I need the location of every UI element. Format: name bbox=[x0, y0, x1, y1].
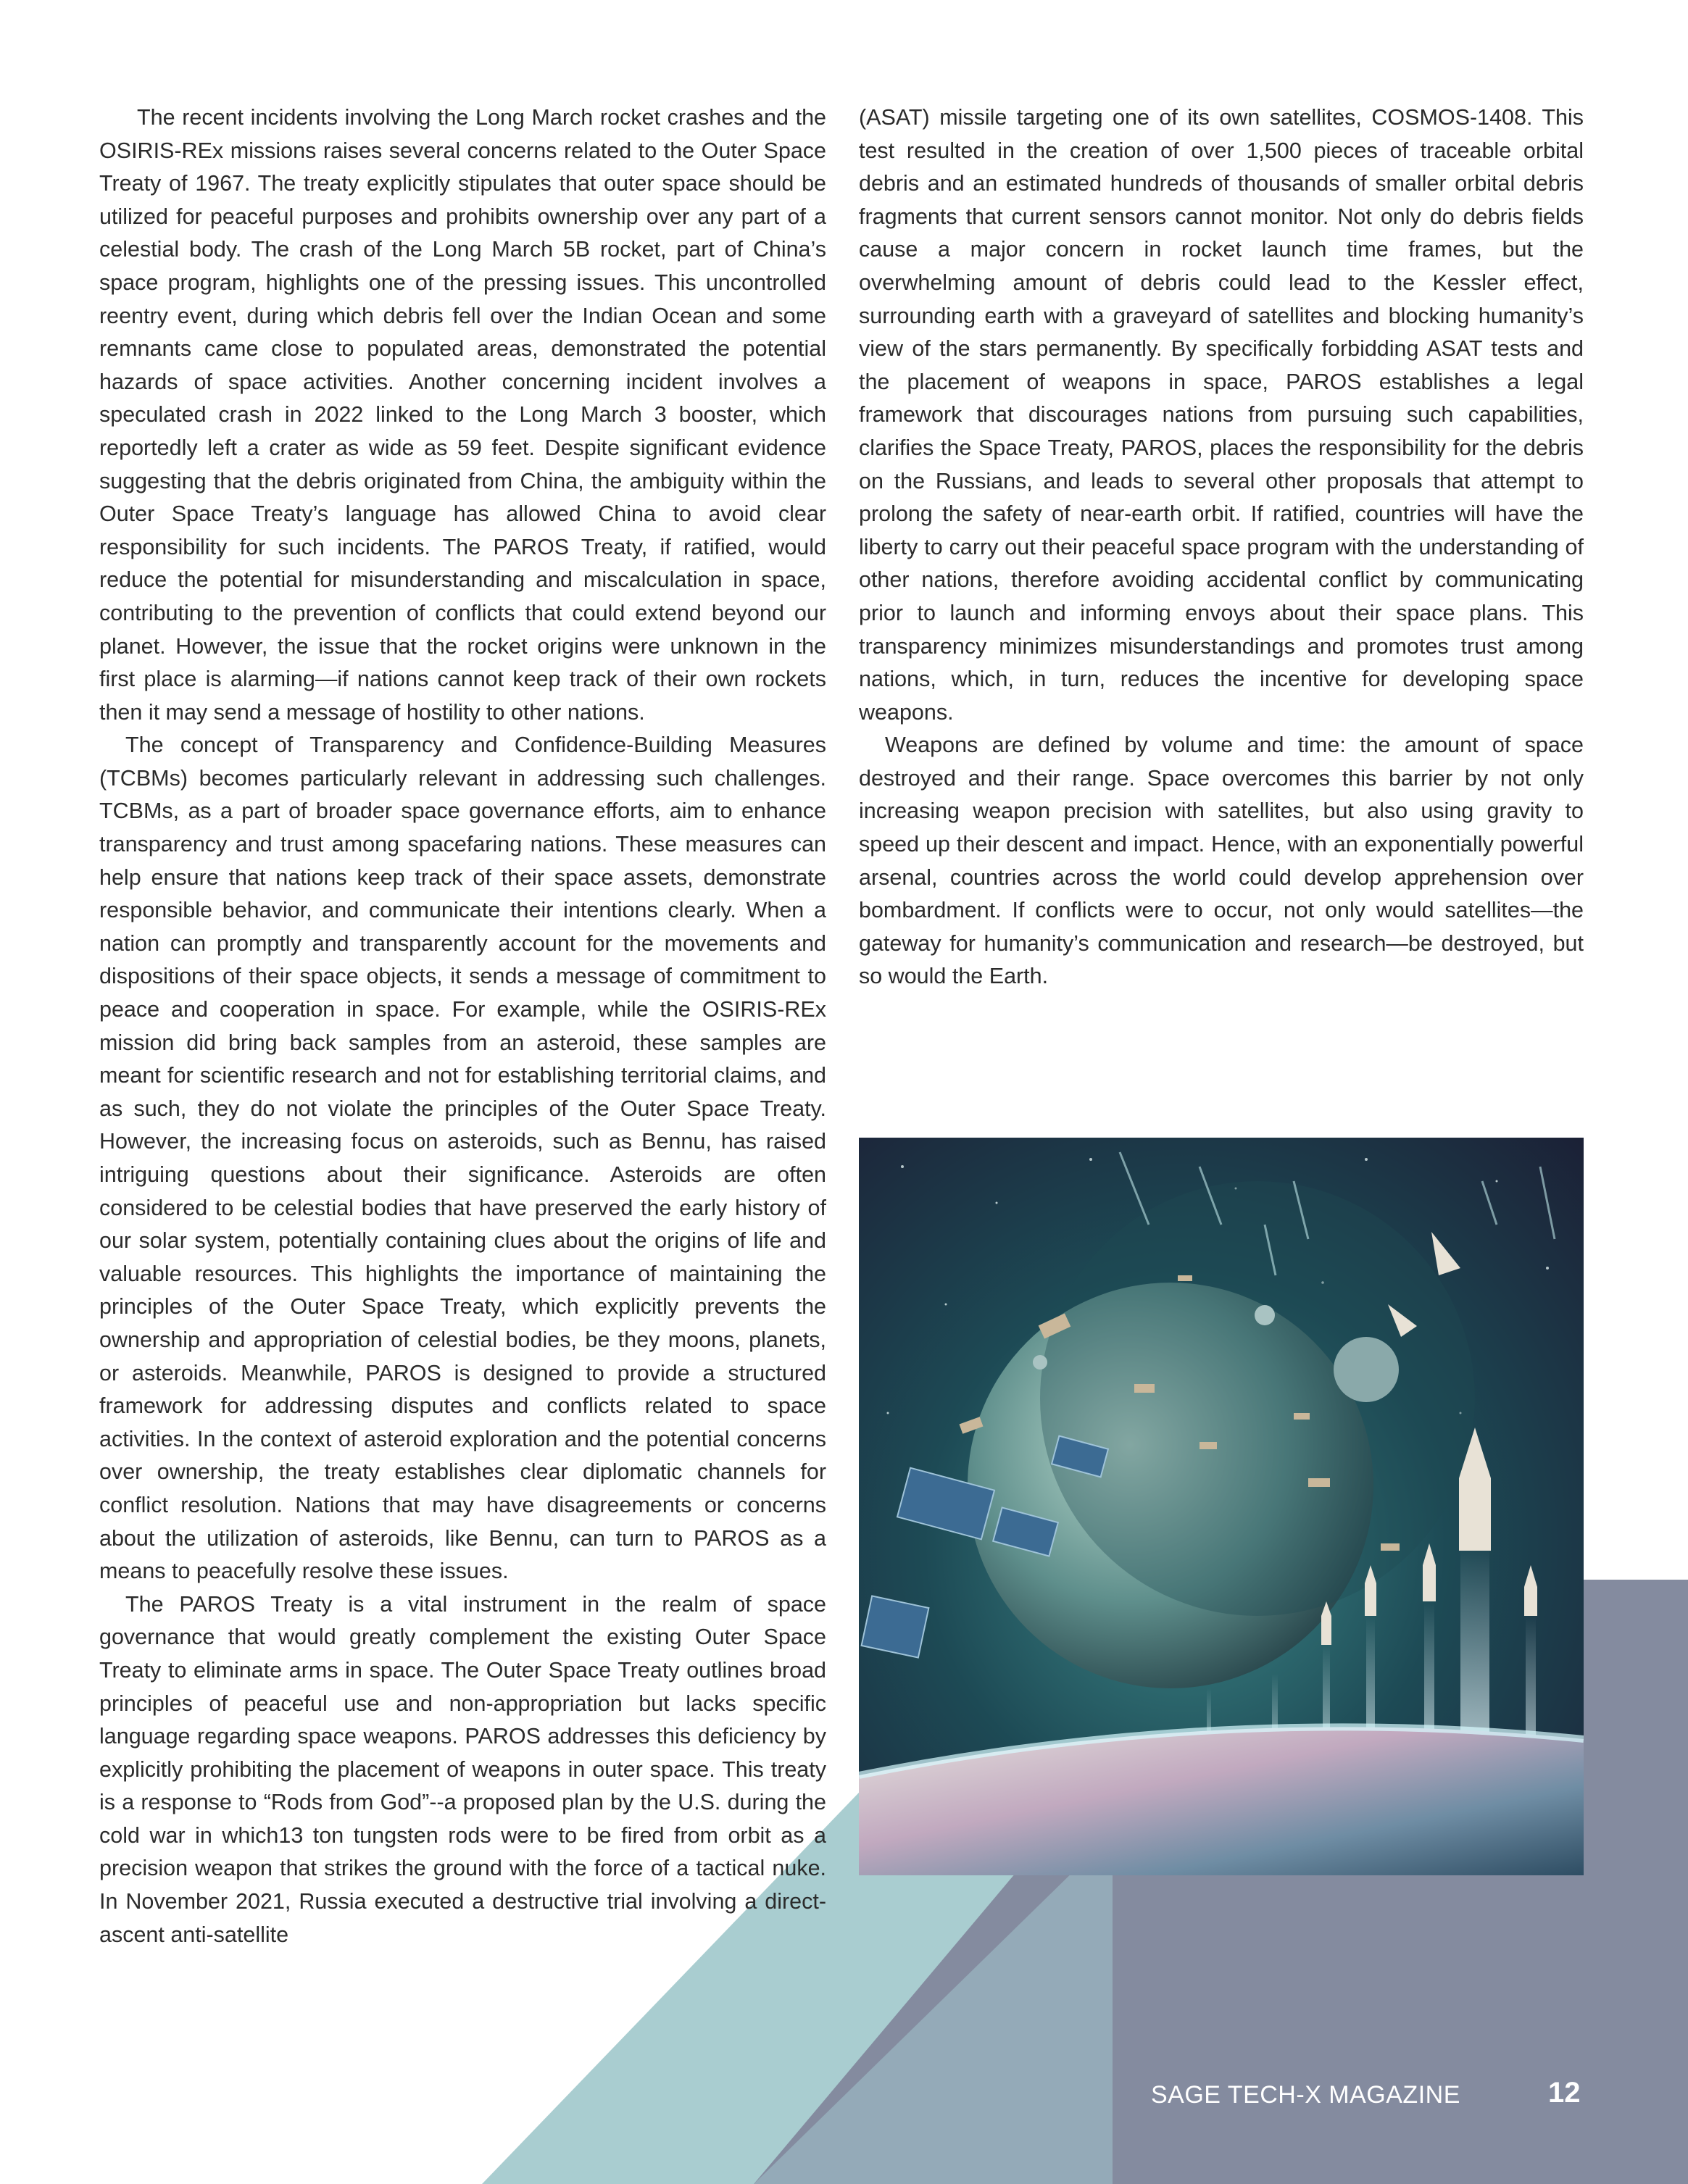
article-column-right bbox=[859, 101, 1584, 993]
space-weapons-illustration bbox=[859, 1138, 1584, 1875]
paragraph: The PAROS Treaty is a vital instrument in the realm of space governance that would greatly complement the existing Outer Space Treaty to eliminate arms in space. The Outer Space Treaty outlines broad principles of peaceful use and non-appropriation but lacks specific language regarding space weapons. PAROS addresses this deficiency by explicitly prohibiting the placement of weapons in outer space. This treaty is a response to “Rods from God”--a proposed plan by the U.S. during the cold war in which13 ton tungsten rods were to be fired from orbit as a precision weapon that strikes the ground with the force of a tactical nuke. In November 2021, Russia executed a destructive trial involving a direct-ascent anti-satellite bbox=[99, 1591, 826, 1947]
paragraph: The recent incidents involving the Long March rocket crashes and the OSIRIS-REx missions raises several concerns related to the Outer Space Treaty of 1967. The treaty explicitly stipulates that outer space should be utilized for peaceful purposes and prohibits ownership over any part of a celestial body. The crash of the Long March 5B rocket, part of China’s space program, highlights one of the pressing issues. This uncontrolled reentry event, during which debris fell over the Indian Ocean and some remnants came close to populated areas, demonstrated the potential hazards of space activities. Another concerning incident involves a speculated crash in 2022 linked to the Long March 3 booster, which reportedly left a crater as wide as 59 feet. Despite significant evidence suggesting that the debris originated from China, the ambiguity within the Outer Space Treaty’s language has allowed China to avoid clear responsibility for such incidents. The PAROS Treaty, if ratified, would reduce the potential for misunderstanding and miscalculation in space, contributing to the prevention of conflicts that could extend beyond our planet. However, the issue that the rocket origins were unknown in the first place is alarming—if nations cannot keep track of their own rockets then it may send a message of hostility to other nations. bbox=[99, 105, 826, 725]
magazine-name: SAGE TECH-X MAGAZINE bbox=[1151, 2081, 1460, 2109]
paragraph: (ASAT) missile targeting one of its own satellites, COSMOS-1408. This test resulted in the creation of over 1,500 pieces of traceable orbital debris and an estimated hundreds of thousands of smaller orbital debris fragments that current sensors cannot monitor. Not only do debris fields cause a major concern in rocket launch time frames, but the overwhelming amount of debris could lead to the Kessler effect, surrounding earth with a graveyard of satellites and blocking humanity’s view of the stars permanently. By specifically forbidding ASAT tests and the placement of weapons in space, PAROS establishes a legal framework that discourages nations from pursuing such capabilities, clarifies the Space Treaty, PAROS, places the responsibility for the debris on the Russians, and leads to several other proposals that attempt to prolong the safety of near-earth orbit. If ratified, countries will have the liberty to carry out their peaceful space program with the understanding of other nations, therefore avoiding accidental conflict by communicating prior to launch and informing envoys about their space plans. This transparency minimizes misunderstandings and promotes trust among nations, which, in turn, reduces the incentive for developing space weapons. bbox=[859, 105, 1584, 725]
paragraph: Weapons are defined by volume and time: the amount of space destroyed and their range. Space overcomes this barrier by not only increasing weapon precision with satellites, but also using gravity to speed up their descent and impact. Hence, with an exponentially powerful arsenal, countries across the world could develop apprehension over bombardment. If conflicts were to occur, not only would satellites—the gateway for humanity’s communication and research—be destroyed, but so would the Earth. bbox=[859, 733, 1584, 989]
page-number: 12 bbox=[1548, 2077, 1581, 2109]
paragraph: The concept of Transparency and Confidence-Building Measures (TCBMs) becomes particularly relevant in addressing such challenges. TCBMs, as a part of broader space governance efforts, aim to enhance transparency and trust among spacefaring nations. These measures can help ensure that nations keep track of their space assets, demonstrate responsible behavior, and communicate their intentions clearly. When a nation can promptly and transparently account for the movements and dispositions of their space objects, it sends a message of commitment to peace and cooperation in space. For example, while the OSIRIS-REx mission did bring back samples from an asteroid, these samples are meant for scientific research and not for establishing territorial claims, and as such, they do not violate the principles of the Outer Space Treaty. However, the increasing focus on asteroids, such as Bennu, has raised intriguing questions about their significance. Asteroids are often considered to be celestial bodies that have preserved the early history of our solar system, potentially containing clues about the origins of life and valuable resources. This highlights the importance of maintaining the principles of the Outer Space Treaty, which explicitly prevents the ownership and appropriation of celestial bodies, be they moons, planets, or asteroids. Meanwhile, PAROS is designed to provide a structured framework for addressing disputes and conflicts related to space activities. In the context of asteroid exploration and the potential concerns over ownership, the treaty establishes clear diplomatic channels for conflict resolution. Nations that may have disagreements or concerns about the utilization of asteroids, like Bennu, can turn to PAROS as a means to peacefully resolve these issues. bbox=[99, 733, 826, 1584]
article-column-left bbox=[99, 101, 826, 1951]
